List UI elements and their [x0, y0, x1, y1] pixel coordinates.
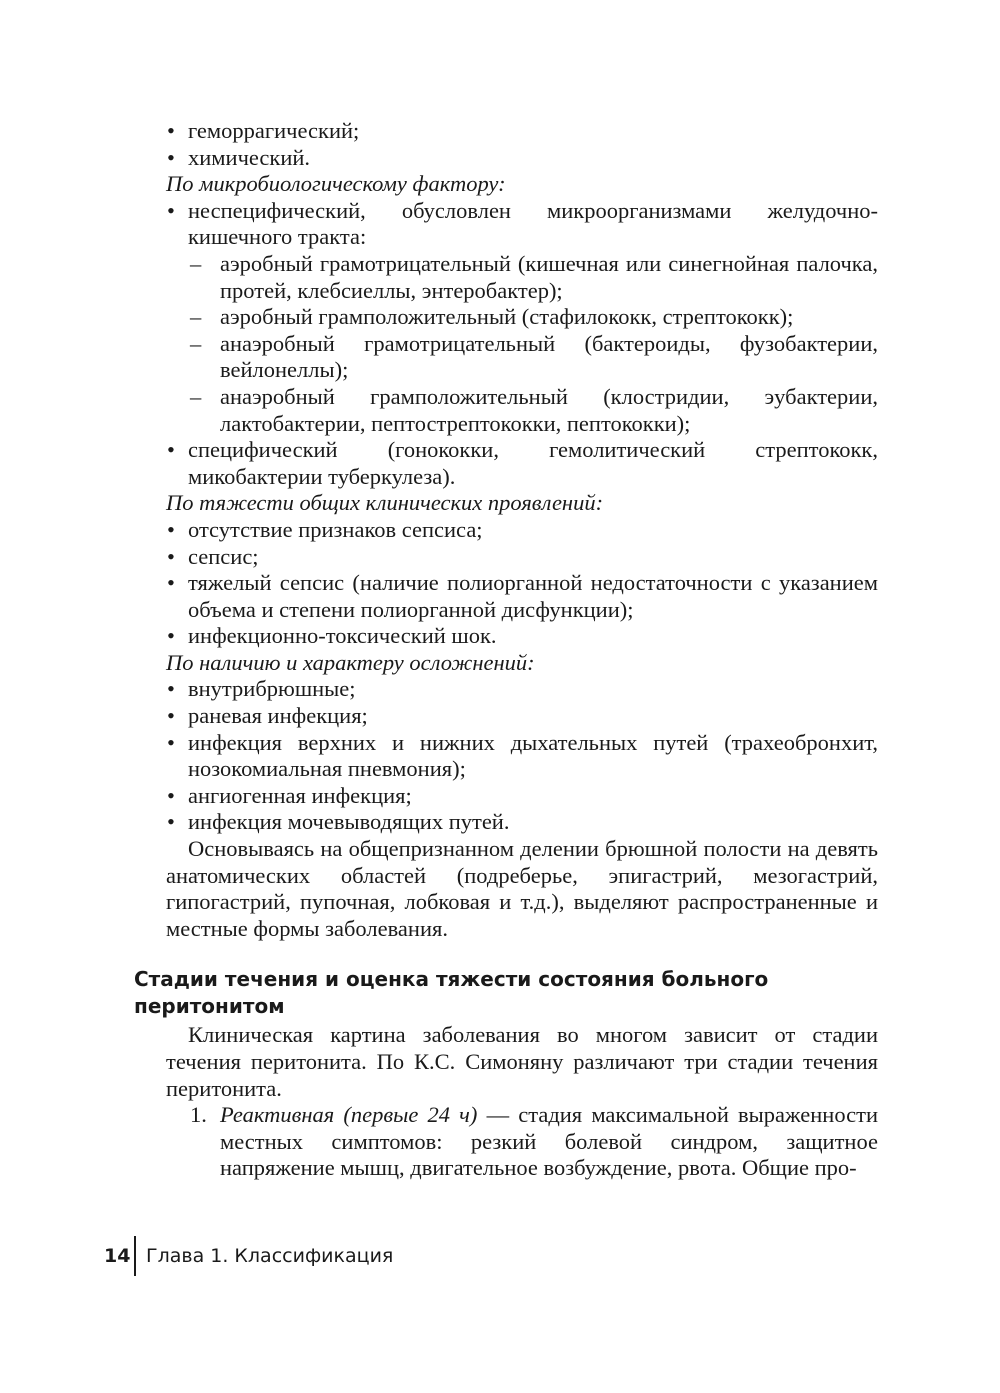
list-subheading: По наличию и характеру осложнений:	[166, 649, 535, 675]
bullet-item: • раневая инфекция;	[166, 703, 878, 730]
bullet-item: • отсутствие признаков сепсиса;	[166, 517, 878, 544]
footer-divider	[134, 1236, 136, 1276]
bullet-item: • сепсис;	[166, 544, 878, 571]
section-title: Стадии течения и оценка тяжести состояния больного перитонитом	[134, 967, 769, 1019]
sub-item: – аэробный грамположительный (стафилококк, стрептококк);	[166, 304, 878, 331]
bullet-item: • тяжелый сепсис (наличие полиорганной недостаточности с указанием объема и степени полиорганной дисфункции);	[166, 570, 878, 623]
bullet-item: • геморрагический;	[166, 118, 878, 145]
page-number: 14	[104, 1245, 131, 1267]
bullet-item: • ангиогенная инфекция;	[166, 783, 878, 810]
list-subheading: По микробиологическому фактору:	[166, 171, 506, 197]
bullet-item: • инфекционно-токсический шок.	[166, 623, 878, 650]
bullet-item: • внутрибрюшные;	[166, 676, 878, 703]
stage-description: — стадия максимальной выраженности местных симптомов: резкий болевой синдром, защитное напряжение мышц, двигательное возбуждение, рвота. Общие про-	[220, 1102, 878, 1181]
classification-list	[166, 118, 878, 942]
page-footer	[104, 1236, 393, 1276]
bullet-item: • специфический (гонококки, гемолитический стрептококк, микобактерии туберкулеза).	[166, 437, 878, 490]
numbered-item	[166, 1102, 878, 1182]
sub-item: – анаэробный грамотрицательный (бактероиды, фузобактерии, вейлонеллы);	[166, 331, 878, 384]
section-intro-paragraph: Клиническая картина заболевания во многом зависит от стадии течения перитонита. По К.С. Симоняну различают три стадии течения перитонита.	[166, 1022, 878, 1101]
sub-item: – аэробный грамотрицательный (кишечная или синегнойная палочка, протей, клебсиеллы, энтеробактер);	[166, 251, 878, 304]
stages-list	[166, 1102, 878, 1182]
bullet-item: • неспецифический, обусловлен микроорганизмами желудочно-кишечного тракта:	[166, 198, 878, 251]
page-content	[134, 118, 878, 1182]
bullet-item: • химический.	[166, 145, 878, 172]
sub-item: – анаэробный грамположительный (клостридии, эубактерии, лактобактерии, пептострептококки, пептококки);	[166, 384, 878, 437]
body-paragraph: Основываясь на общепризнанном делении брюшной полости на девять анатомических областей (подреберье, эпигастрий, мезогастрий, гипогастрий, пупочная, лобковая и т.д.), выделяют распространенные и местные формы заболевания.	[166, 836, 878, 941]
list-subheading: По тяжести общих клинических проявлений:	[166, 490, 604, 516]
stage-term: Реактивная (первые 24 ч)	[220, 1102, 478, 1128]
bullet-item: • инфекция верхних и нижних дыхательных путей (трахеобронхит, нозокомиальная пневмония);	[166, 730, 878, 783]
item-number: 1.	[190, 1102, 207, 1128]
bullet-item: • инфекция мочевыводящих путей.	[166, 809, 878, 836]
chapter-title: Глава 1. Классификация	[146, 1245, 394, 1267]
